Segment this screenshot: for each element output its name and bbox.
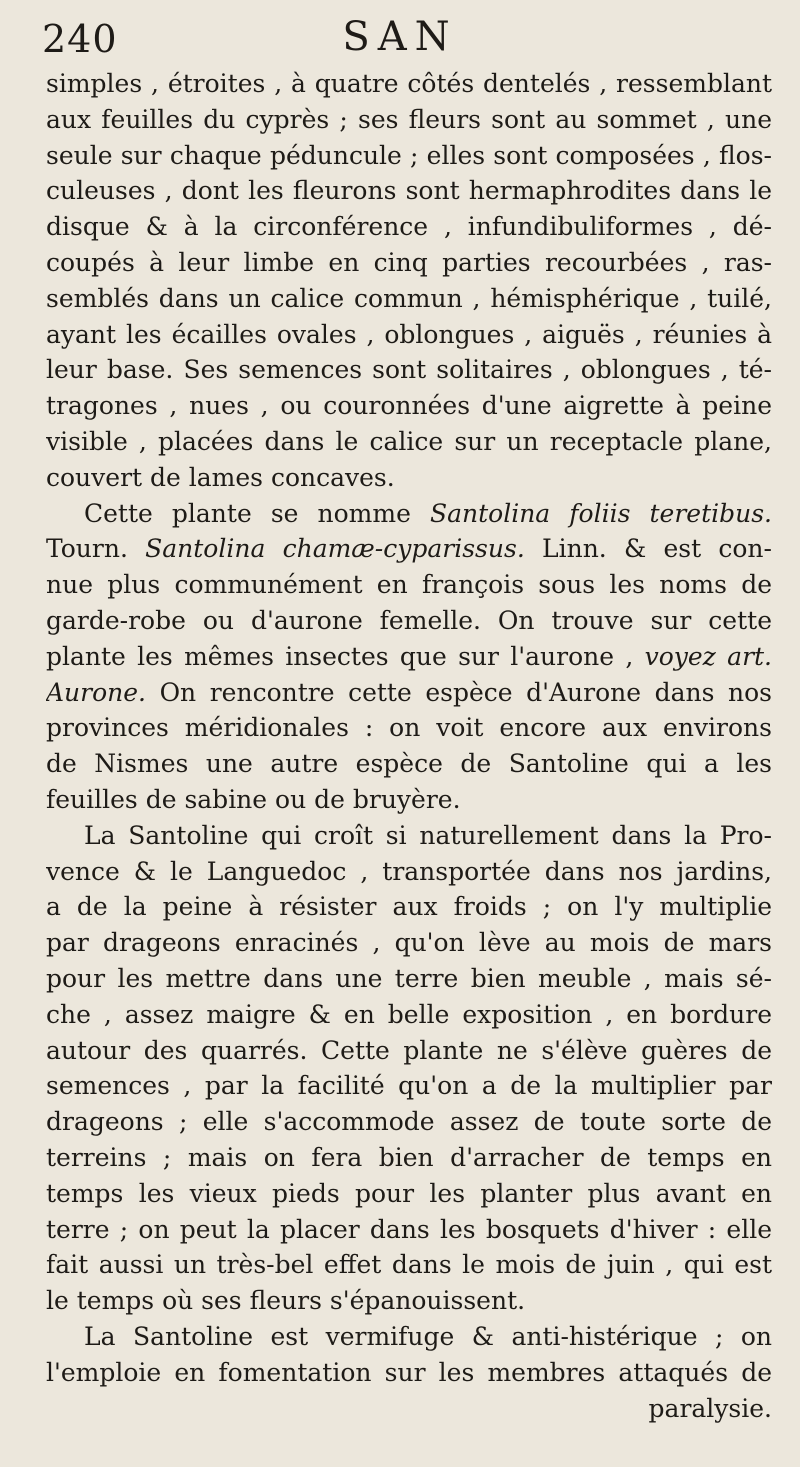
- text-line: [46, 675, 772, 711]
- text-line: tragones , nues , ou couronnées d'une aigrette à peine: [46, 391, 772, 421]
- italic-text: Santolina foliis teretibus.: [429, 498, 772, 528]
- text-segment: Cette plante se nomme: [84, 498, 430, 528]
- text-line: terre ; on peut la placer dans les bosquets d'hiver : elle: [46, 1214, 772, 1244]
- text-line: [84, 496, 772, 532]
- page-header: [0, 14, 800, 64]
- text-line: culeuses , dont les fleurons sont hermaphrodites dans le: [46, 176, 772, 206]
- text-line: ayant les écailles ovales , oblongues , aiguës , réunies à: [46, 319, 772, 349]
- text-line: visible , placées dans le calice sur un receptacle plane,: [46, 427, 772, 456]
- italic-text: Santolina chamæ-cyparissus.: [145, 534, 525, 564]
- text-line: simples , étroites , à quatre côtés dentelés , ressemblant: [46, 69, 772, 98]
- text-line: a de la peine à résister aux froids ; on l'y multiplie: [46, 892, 772, 922]
- text-line: aux feuilles du cyprès ; ses fleurs sont au sommet , une: [46, 104, 772, 134]
- text-line: paralysie.: [648, 1393, 772, 1423]
- text-segment: plante les mêmes insectes que sur l'aurone ,: [46, 641, 645, 671]
- italic-text: voyez art.: [644, 641, 772, 671]
- text-line: l'emploie en fomentation sur les membres attaqués de: [46, 1357, 772, 1387]
- text-line: pour les mettre dans une terre bien meuble , mais sé-: [46, 964, 772, 993]
- text-line: provinces méridionales : on voit encore aux environs: [46, 713, 772, 743]
- text-line: seule sur chaque péduncule ; elles sont composées , flos-: [46, 140, 772, 170]
- text-line: autour des quarrés. Cette plante ne s'élève guères de: [46, 1035, 772, 1065]
- text-line: drageons ; elle s'accommode assez de toute sorte de: [46, 1107, 772, 1137]
- text-line: le temps où ses fleurs s'épanouissent.: [46, 1286, 526, 1316]
- text-line: fait aussi un très-bel effet dans le mois de juin , qui est: [46, 1250, 772, 1280]
- text-segment: Tourn.: [46, 534, 146, 564]
- text-line: feuilles de sabine ou de bruyère.: [46, 785, 461, 814]
- text-line: nue plus communément en françois sous les noms de: [46, 570, 772, 600]
- text-line: par drageons enracinés , qu'on lève au mois de mars: [46, 928, 772, 958]
- running-head: SAN: [342, 14, 458, 60]
- text-segment: On rencontre cette espèce d'Aurone dans nos: [146, 677, 772, 707]
- text-line: [46, 639, 772, 675]
- text-line: couvert de lames concaves.: [46, 462, 395, 492]
- text-line: che , assez maigre & en belle exposition , en bordure: [46, 999, 772, 1029]
- text-line: garde-robe ou d'aurone femelle. On trouve sur cette: [46, 606, 772, 635]
- page-number: 240: [42, 17, 118, 61]
- text-line: La Santoline est vermifuge & anti-histérique ; on: [84, 1322, 772, 1351]
- text-line: disque & à la circonférence , infundibuliformes , dé-: [46, 212, 772, 242]
- text-line: coupés à leur limbe en cinq parties recourbées , ras-: [46, 248, 772, 277]
- italic-text: Aurone.: [46, 677, 146, 707]
- text-line: La Santoline qui croît si naturellement dans la Pro-: [84, 820, 772, 850]
- text-line: semblés dans un calice commun , hémisphérique , tuilé,: [46, 283, 772, 313]
- text-line: leur base. Ses semences sont solitaires , oblongues , té-: [46, 355, 772, 385]
- text-line: vence & le Languedoc , transportée dans nos jardins,: [46, 856, 772, 886]
- text-line: [46, 531, 772, 567]
- text-line: de Nismes une autre espèce de Santoline qui a les: [46, 749, 772, 779]
- text-line: terreins ; mais on fera bien d'arracher de temps en: [46, 1143, 772, 1172]
- text-line: semences , par la facilité qu'on a de la multiplier par: [46, 1071, 772, 1101]
- text-segment: Linn. & est con-: [524, 534, 772, 564]
- text-line: temps les vieux pieds pour les planter plus avant en: [46, 1178, 772, 1208]
